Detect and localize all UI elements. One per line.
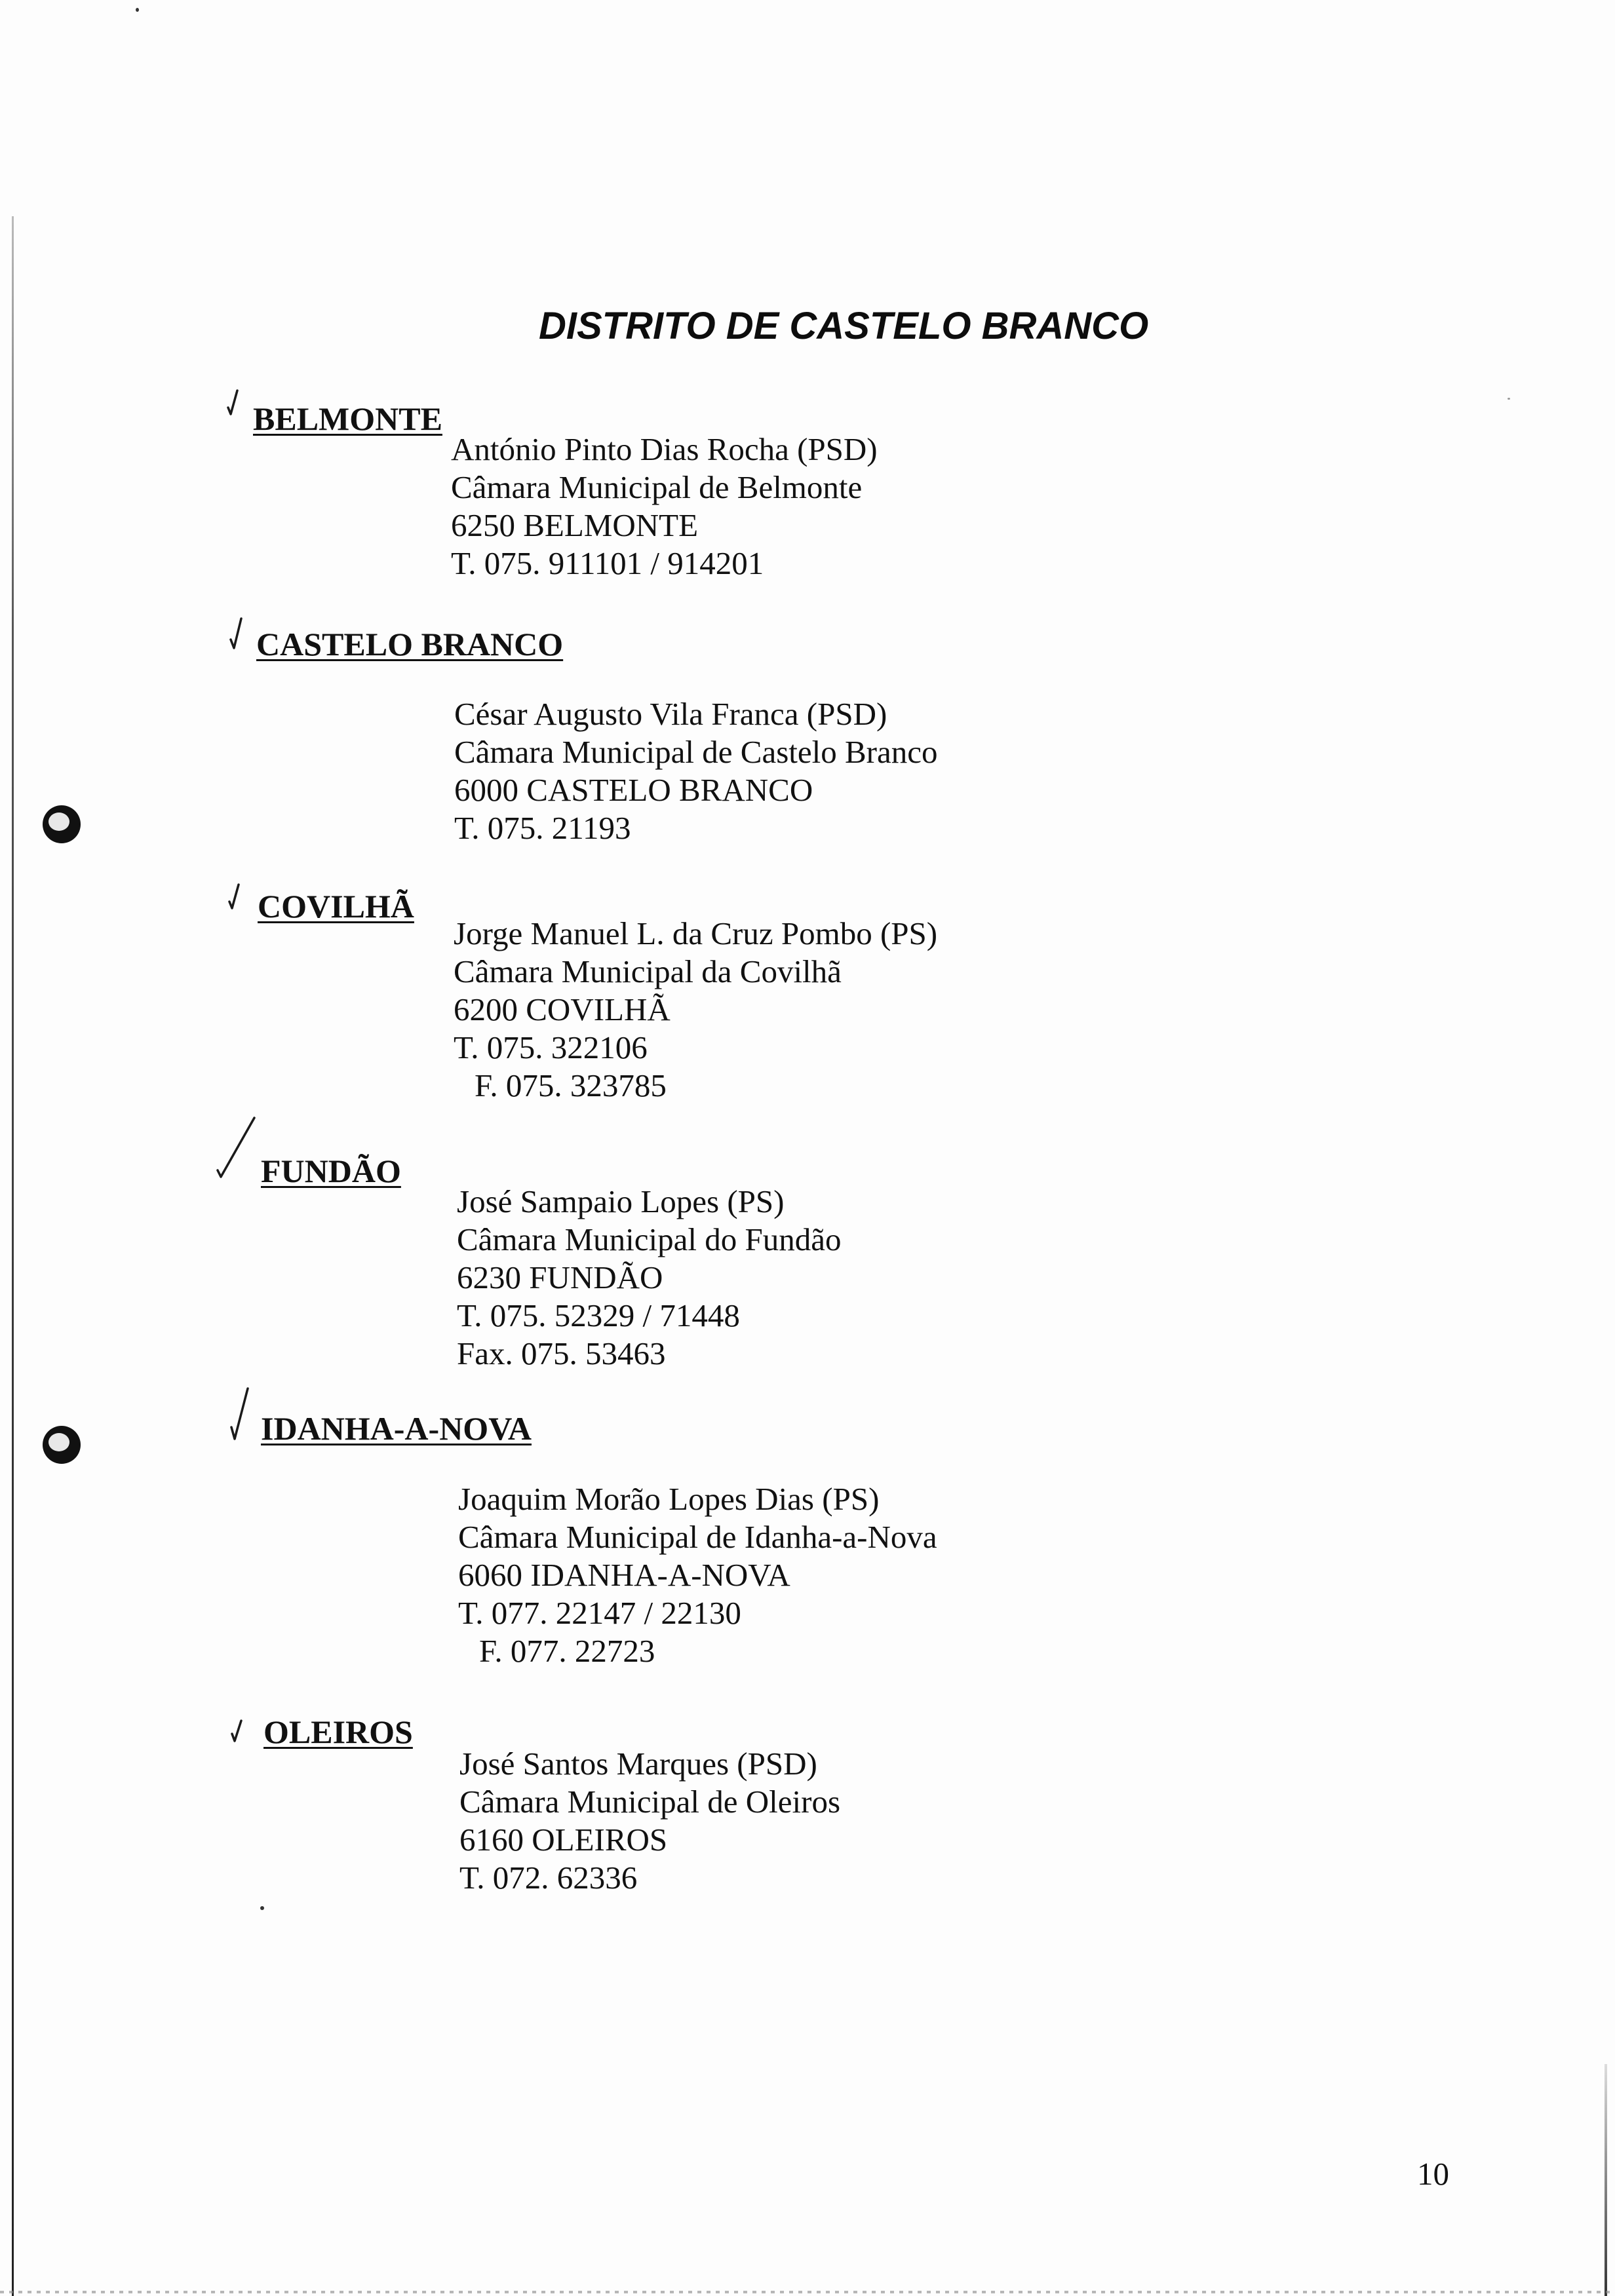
- contact-name: José Santos Marques (PSD): [459, 1746, 817, 1782]
- contact-office: Câmara Municipal de Idanha-a-Nova: [458, 1519, 937, 1555]
- municipality-heading-fundao: FUNDÃO: [261, 1153, 401, 1189]
- contact-block-castelo-branco: [454, 695, 938, 847]
- contact-postal: 6230 FUNDÃO: [457, 1259, 663, 1295]
- contact-office: Câmara Municipal de Oleiros: [459, 1784, 841, 1820]
- contact-postal: 6200 COVILHÃ: [454, 991, 671, 1027]
- contact-fax: F. 077. 22723: [479, 1633, 655, 1669]
- contact-phone: T. 075. 322106: [454, 1029, 648, 1065]
- municipality-heading-castelo-branco: CASTELO BRANCO: [256, 626, 564, 662]
- contact-name: Joaquim Morão Lopes Dias (PS): [458, 1481, 880, 1517]
- contact-name: César Augusto Vila Franca (PSD): [454, 696, 887, 732]
- contact-fax: Fax. 075. 53463: [457, 1335, 666, 1371]
- binder-hole-icon: [41, 804, 82, 845]
- municipality-heading-oleiros: OLEIROS: [263, 1713, 413, 1750]
- scan-edge-bottom: [0, 2291, 1615, 2293]
- contact-phone: T. 075. 52329 / 71448: [457, 1297, 740, 1333]
- municipality-heading-idanha-a-nova: IDANHA-A-NOVA: [261, 1410, 532, 1447]
- contact-postal: 6060 IDANHA-A-NOVA: [458, 1557, 790, 1593]
- contact-name: Jorge Manuel L. da Cruz Pombo (PS): [454, 915, 938, 951]
- contact-postal: 6000 CASTELO BRANCO: [454, 772, 813, 808]
- scan-speck: [1508, 398, 1510, 400]
- municipality-heading-covilha: COVILHÃ: [258, 888, 414, 925]
- contact-block-belmonte: [451, 430, 878, 583]
- check-mark-icon: [216, 1115, 257, 1178]
- contact-block-covilha: [454, 915, 937, 1105]
- scan-edge-right: [1605, 2064, 1607, 2296]
- contact-phone: T. 075. 911101 / 914201: [451, 545, 764, 581]
- contact-phone: T. 072. 62336: [459, 1860, 638, 1896]
- municipality-heading-belmonte: BELMONTE: [253, 400, 442, 437]
- contact-phone: T. 075. 21193: [454, 810, 631, 846]
- contact-postal: 6160 OLEIROS: [459, 1822, 668, 1858]
- check-mark-icon: [227, 389, 239, 415]
- contact-block-oleiros: [459, 1745, 840, 1897]
- contact-office: Câmara Municipal do Fundão: [457, 1221, 842, 1257]
- check-mark-icon: [229, 617, 243, 650]
- check-mark-icon: [231, 1719, 243, 1743]
- contact-postal: 6250 BELMONTE: [451, 507, 698, 543]
- binder-hole-icon: [41, 1425, 82, 1465]
- contact-phone: T. 077. 22147 / 22130: [458, 1595, 741, 1631]
- check-mark-icon: [229, 1387, 250, 1442]
- contact-name: António Pinto Dias Rocha (PSD): [451, 431, 878, 467]
- contact-block-fundao: [457, 1183, 842, 1373]
- contact-office: Câmara Municipal de Castelo Branco: [454, 734, 938, 770]
- page-title: DISTRITO DE CASTELO BRANCO: [539, 305, 1149, 347]
- scan-speck: [260, 1906, 264, 1910]
- contact-name: José Sampaio Lopes (PS): [457, 1183, 785, 1219]
- contact-office: Câmara Municipal da Covilhã: [454, 953, 842, 989]
- scan-edge-left: [12, 216, 14, 2296]
- scan-speck: [136, 8, 139, 12]
- contact-office: Câmara Municipal de Belmonte: [451, 469, 863, 505]
- contact-fax: F. 075. 323785: [475, 1067, 667, 1103]
- page-number: 10: [1417, 2156, 1449, 2192]
- check-mark-icon: [228, 883, 240, 909]
- contact-block-idanha-a-nova: [458, 1480, 937, 1670]
